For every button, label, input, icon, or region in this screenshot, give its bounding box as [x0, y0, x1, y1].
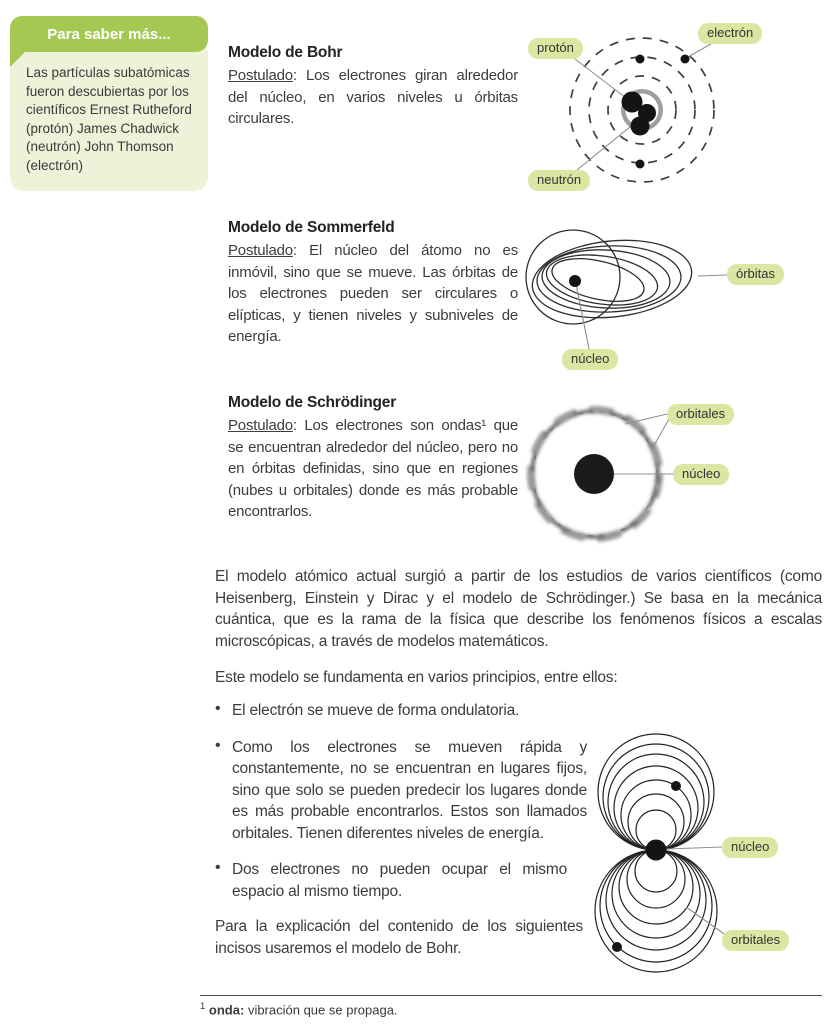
sidebar-para-saber-mas — [10, 16, 208, 191]
sidebar-header — [10, 16, 208, 52]
section-schrodinger-text: Postulado: Los electrones son ondas¹ que se encuentran alrededor del núcleo, pero no en órbitas definidas, sino que en regiones (nubes u orbitales) donde es más probable encontrarlos. — [228, 417, 518, 520]
section-sommerfeld — [228, 219, 518, 348]
bohr-diagram — [515, 12, 825, 208]
list-item — [215, 737, 587, 845]
label-electron: electrón — [698, 23, 762, 44]
sidebar-body — [10, 44, 208, 191]
sidebar-body-text: Las partículas subatómicas fueron descubiertas por los científicos Ernest Rutheford (protón) James Chadwick (neutrón) John Thomson (electrón) — [26, 65, 192, 173]
nucleus-dot — [574, 454, 614, 494]
bullet-text: Dos electrones no pueden ocupar el mismo espacio al mismo tiempo. — [232, 861, 567, 900]
electron-dot — [612, 942, 622, 952]
electron-dot — [636, 55, 645, 64]
label-nucleo: núcleo — [562, 349, 618, 370]
label-orbitales: orbitales — [667, 404, 734, 425]
postulado-term: Postulado — [228, 417, 293, 434]
footnote-marker: 1 — [200, 1001, 206, 1012]
section-sommerfeld-title: Modelo de Sommerfeld — [228, 219, 395, 236]
section-bohr-text: Postulado: Los electrones giran alrededor del núcleo, en varios niveles u órbitas circulares. — [228, 67, 518, 127]
bullet-marker: • — [215, 736, 221, 754]
footnote-text: vibración que se propaga. — [247, 1002, 398, 1018]
orbitals-pointer-lines — [667, 847, 727, 936]
sommerfeld-diagram — [512, 222, 825, 374]
postulado-term: Postulado — [228, 67, 293, 84]
section-schrodinger — [228, 394, 518, 523]
schrodinger-pointer-lines — [614, 414, 673, 474]
sidebar-header-label: Para saber más... — [47, 26, 171, 43]
sommerfeld-orbits — [526, 230, 696, 325]
principles-list — [215, 700, 587, 959]
neutron-particle — [631, 117, 650, 136]
orbitals-diagram — [585, 725, 825, 993]
bullet-marker: • — [215, 859, 221, 876]
section-bohr — [228, 44, 518, 130]
label-orbitas: órbitas — [727, 264, 784, 285]
label-nucleo: núcleo — [722, 837, 778, 858]
nucleus-dot — [569, 275, 581, 287]
bullet-text: Como los electrones se mueven rápida y constantemente, no se encuentran en lugares fijos, sino que solo se pueden predecir los lugares donde es más probable encontrarlos. Estos son llamados orbitales. Tienen diferentes niveles de energía. — [232, 738, 587, 842]
footnote-divider — [200, 995, 822, 996]
section-schrodinger-title: Modelo de Schrödinger — [228, 394, 397, 411]
section-sommerfeld-text: Postulado: El núcleo del átomo no es inmóvil, sino que se mueve. Las órbitas de los electrones pueden ser circulares o elípticas, y tienen niveles y subniveles de energía. — [228, 242, 518, 345]
label-proton: protón — [528, 38, 583, 59]
closing-paragraph: Para la explicación del contenido de los siguientes incisos usaremos el modelo de Bohr. — [215, 918, 583, 957]
principios-intro-paragraph: Este modelo se fundamenta en varios principios, entre ellos: — [215, 669, 618, 686]
label-orbitales: orbitales — [722, 930, 789, 951]
electron-dot — [636, 160, 645, 169]
postulado-term: Postulado — [228, 242, 293, 259]
sommerfeld-diagram-svg — [512, 222, 825, 374]
orbitals-diagram-svg — [585, 725, 825, 993]
label-nucleo: núcleo — [673, 464, 729, 485]
schrodinger-diagram — [515, 392, 825, 568]
bullet-marker: • — [215, 700, 221, 717]
intro-paragraph: El modelo atómico actual surgió a partir de los estudios de varios científicos (como Heisenberg, Einstein y Dirac y el modelo de Schrödinger.) Se basa en la mecánica cuántica, que es la rama de la física que describe los fenómenos físicos a escalas microscópicas, a través de modelos matemáticos. — [215, 568, 822, 650]
footnote — [200, 1001, 398, 1017]
footnote-term: onda: — [208, 1002, 245, 1018]
nucleus-dot — [646, 840, 667, 861]
electron-dot — [681, 55, 690, 64]
list-item — [215, 859, 567, 902]
label-neutron: neutrón — [528, 170, 590, 191]
bullet-text: El electrón se mueve de forma ondulatoria. — [232, 702, 520, 719]
electron-dot — [671, 781, 681, 791]
list-item — [215, 700, 587, 722]
section-bohr-title: Modelo de Bohr — [228, 44, 343, 61]
